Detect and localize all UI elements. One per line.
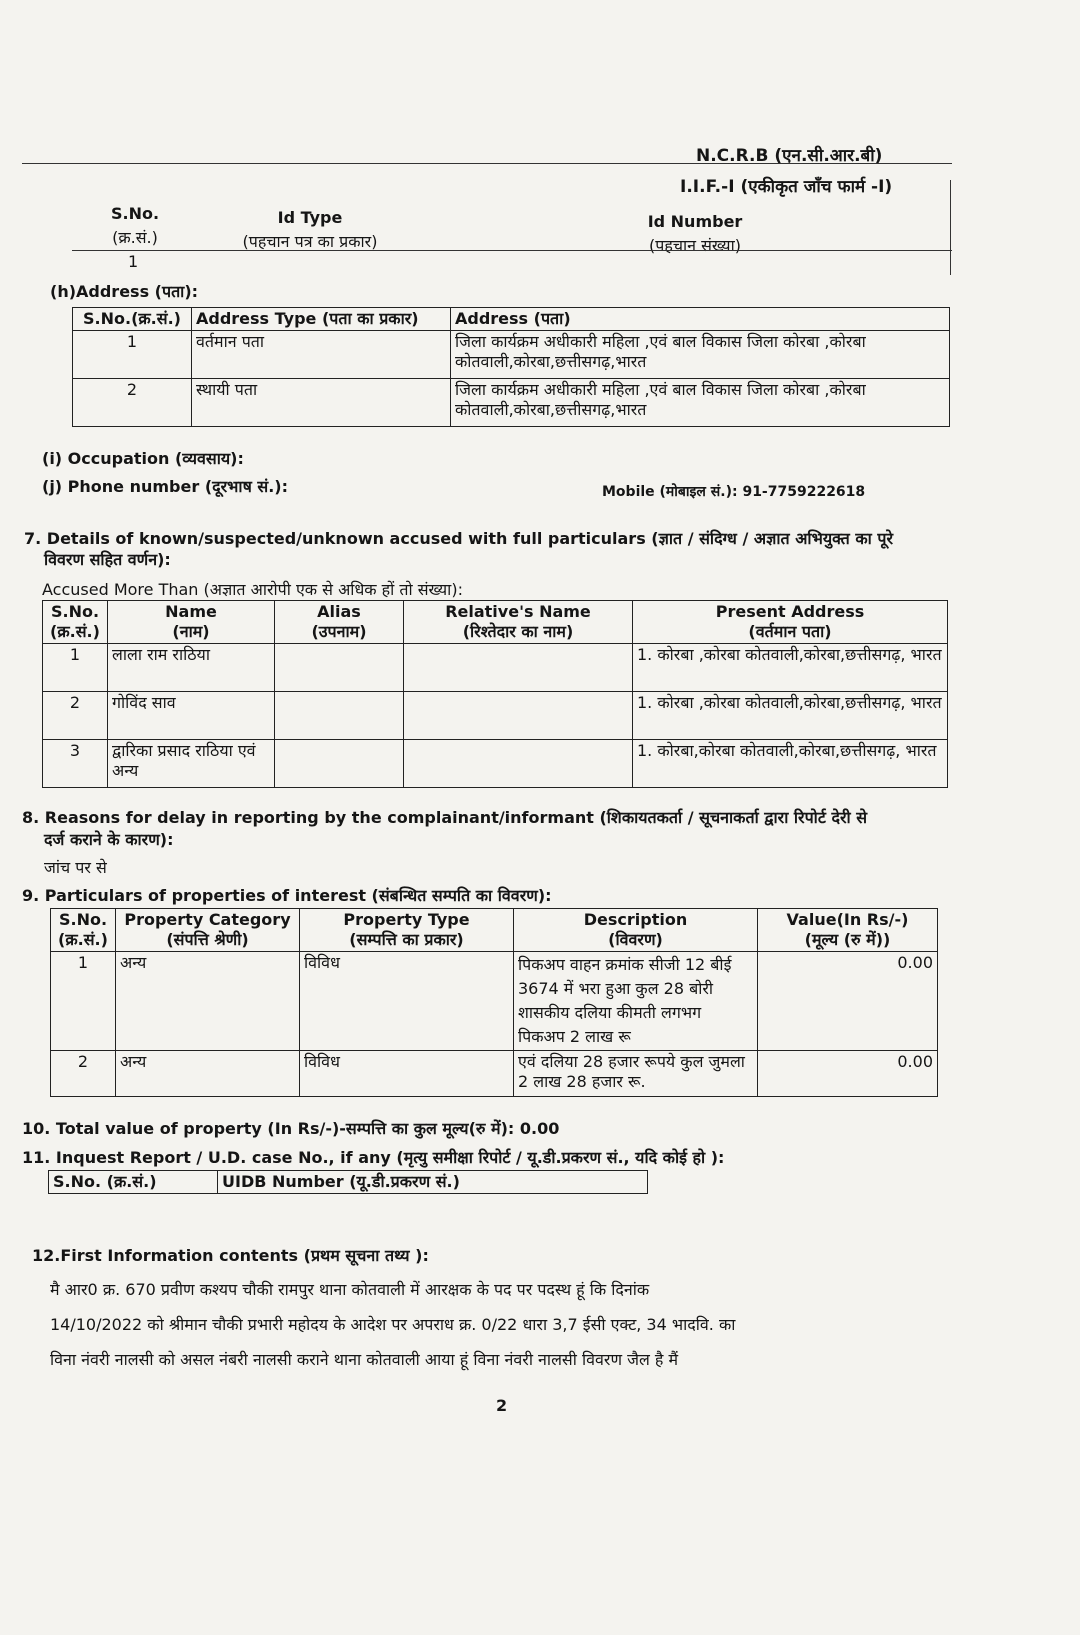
property-col-type-hi: (सम्पत्ति का प्रकार) <box>349 930 464 949</box>
property-row-value: 0.00 <box>758 952 938 1051</box>
property-col-category <box>116 909 300 952</box>
accused-row-address: 1. कोरबा,कोरबा कोतवाली,कोरबा,छत्तीसगढ़, भारत <box>633 740 948 788</box>
address-row-address: जिला कार्यक्रम अधीकारी महिला ,एवं बाल विकास जिला कोरबा ,कोरबा कोतवाली,कोरबा,छत्तीसगढ़,भारत <box>451 331 950 379</box>
accused-col-address-hi: (वर्तमान पता) <box>748 622 832 641</box>
address-col-sno: S.No.(क्र.सं.) <box>73 308 192 331</box>
id-type-header-hi: (पहचान पत्र का प्रकार) <box>242 232 378 251</box>
property-row-value: 0.00 <box>758 1051 938 1097</box>
accused-col-relative-en: Relative's Name <box>445 602 591 621</box>
property-col-category-en: Property Category <box>124 910 291 929</box>
id-row-sno: 1 <box>128 252 139 271</box>
accused-row-alias <box>275 740 404 788</box>
property-col-sno-hi: (क्र.सं.) <box>58 930 108 949</box>
id-type-header: Id Type <box>277 208 343 227</box>
property-row-sno: 2 <box>51 1051 116 1097</box>
property-col-type <box>300 909 514 952</box>
property-col-category-hi: (संपत्ति श्रेणी) <box>166 930 249 949</box>
accused-col-name-hi: (नाम) <box>172 622 210 641</box>
address-row-address: जिला कार्यक्रम अधीकारी महिला ,एवं बाल विकास जिला कोरबा ,कोरबा कोतवाली,कोरबा,छत्तीसगढ़,भारत <box>451 379 950 427</box>
property-col-type-en: Property Type <box>343 910 470 929</box>
accused-row-sno: 1 <box>43 644 108 692</box>
accused-row-relative <box>404 692 633 740</box>
accused-col-sno-en: S.No. <box>50 602 100 621</box>
table-row <box>73 379 950 427</box>
accused-col-name-en: Name <box>165 602 217 621</box>
property-col-value <box>758 909 938 952</box>
accused-col-alias-hi: (उपनाम) <box>311 622 367 641</box>
section12-title: 12.First Information contents (प्रथम सूचना तथ्य ): <box>32 1246 429 1265</box>
address-heading: (h)Address (पता): <box>50 282 199 301</box>
fir-content-line: विना नंवरी नालसी को असल नंबरी नालसी कराने थाना कोतवाली आया हूं विना नंवरी नालसी विवरण जैल है मैं <box>50 1350 679 1369</box>
property-col-sno <box>51 909 116 952</box>
accused-row-alias <box>275 692 404 740</box>
iif-title: I.I.F.-I (एकीकृत जाँच फार्म -I) <box>680 177 893 197</box>
address-table <box>72 307 950 427</box>
accused-col-alias <box>275 601 404 644</box>
accused-row-relative <box>404 644 633 692</box>
inquest-col-uidb: UIDB Number (यू.डी.प्रकरण सं.) <box>218 1171 648 1194</box>
occupation-label: (i) Occupation (व्यवसाय): <box>42 449 244 468</box>
address-row-sno: 2 <box>73 379 192 427</box>
ncrb-title: N.C.R.B (एन.सी.आर.बी) <box>696 146 883 166</box>
accused-row-address: 1. कोरबा ,कोरबा कोतवाली,कोरबा,छत्तीसगढ़, भारत <box>633 644 948 692</box>
property-col-description-en: Description <box>583 910 688 929</box>
section10-total: 10. Total value of property (In Rs/-)-सम्पत्ति का कुल मूल्य(रु में): 0.00 <box>22 1119 560 1138</box>
accused-col-sno-hi: (क्र.सं.) <box>50 622 100 641</box>
accused-row-sno: 2 <box>43 692 108 740</box>
accused-col-alias-en: Alias <box>317 602 361 621</box>
accused-row-sno: 3 <box>43 740 108 788</box>
id-table-rule <box>72 250 952 251</box>
id-sno-header: S.No. <box>110 204 160 223</box>
property-col-description-hi: (विवरण) <box>608 930 663 949</box>
inquest-table <box>48 1170 648 1194</box>
property-row-description: एवं दलिया 28 हजार रूपये कुल जुमला 2 लाख 28 हजार रू. <box>514 1051 758 1097</box>
accused-row-name: लाला राम राठिया <box>108 644 275 692</box>
address-row-type: स्थायी पता <box>192 379 451 427</box>
accused-col-address <box>633 601 948 644</box>
accused-row-name: द्वारिका प्रसाद राठिया एवं अन्य <box>108 740 275 788</box>
property-row-category: अन्य <box>116 1051 300 1097</box>
property-col-value-en: Value(In Rs/-) <box>786 910 909 929</box>
table-row <box>51 952 938 1051</box>
id-number-header: Id Number <box>647 212 743 231</box>
accused-more-label: Accused More Than (अज्ञात आरोपी एक से अधिक हों तो संख्या): <box>42 580 463 599</box>
accused-col-relative-hi: (रिश्तेदार का नाम) <box>462 622 574 641</box>
table-row <box>43 740 948 788</box>
property-col-value-hi: (मूल्य (रु में)) <box>804 930 891 949</box>
section8-title: 8. Reasons for delay in reporting by the complainant/informant (शिकायतकर्ता / सूचनाकर्ता द्वारा रिपोर्ट देरी से <box>22 808 868 827</box>
address-col-address: Address (पता) <box>451 308 950 331</box>
accused-col-name <box>108 601 275 644</box>
section8-answer: जांच पर से <box>44 858 107 877</box>
fir-content-line: मै आर0 क्र. 670 प्रवीण कश्यप चौकी रामपुर थाना कोतवाली में आरक्षक के पद पर पदस्थ हूं कि दिनांक <box>50 1280 650 1299</box>
table-row <box>51 1051 938 1097</box>
id-sno-header-hi: (क्र.सं.) <box>112 228 158 247</box>
property-row-sno: 1 <box>51 952 116 1051</box>
property-row-description: पिकअप वाहन क्रमांक सीजी 12 बीई 3674 में भरा हुआ कुल 28 बोरी शासकीय दलिया कीमती लगभग पिकअप 2 लाख रू <box>514 952 758 1051</box>
inquest-col-sno: S.No. (क्र.सं.) <box>49 1171 218 1194</box>
page-number: 2 <box>496 1396 508 1415</box>
table-row <box>73 331 950 379</box>
fir-content-line: 14/10/2022 को श्रीमान चौकी प्रभारी महोदय के आदेश पर अपराध क्र. 0/22 धारा 3,7 ईसी एक्ट, 34 भादवि. का <box>50 1315 736 1334</box>
address-row-sno: 1 <box>73 331 192 379</box>
accused-row-name: गोविंद साव <box>108 692 275 740</box>
section7-title: 7. Details of known/suspected/unknown accused with full particulars (ज्ञात / संदिग्ध / अज्ञात अभियुक्त का पूरे <box>24 529 893 548</box>
accused-col-relative <box>404 601 633 644</box>
id-number-header-hi: (पहचान संख्या) <box>649 236 741 255</box>
table-row <box>43 644 948 692</box>
accused-col-address-en: Present Address <box>715 602 865 621</box>
property-row-type: विविध <box>300 1051 514 1097</box>
address-row-type: वर्तमान पता <box>192 331 451 379</box>
mobile-number: Mobile (मोबाइल सं.): 91-7759222618 <box>602 484 866 500</box>
section11-title: 11. Inquest Report / U.D. case No., if any (मृत्यु समीक्षा रिपोर्ट / यू.डी.प्रकरण सं., यदि कोई हो ): <box>22 1148 725 1167</box>
phone-label: (j) Phone number (दूरभाष सं.): <box>42 477 288 496</box>
accused-table <box>42 600 948 788</box>
property-row-type: विविध <box>300 952 514 1051</box>
accused-col-sno <box>43 601 108 644</box>
accused-row-relative <box>404 740 633 788</box>
section9-title: 9. Particulars of properties of interest (संबन्धित सम्पति का विवरण): <box>22 886 552 905</box>
section7-title-2: विवरण सहित वर्णन): <box>44 550 171 569</box>
id-table-edge <box>950 180 951 275</box>
property-row-category: अन्य <box>116 952 300 1051</box>
address-col-type: Address Type (पता का प्रकार) <box>192 308 451 331</box>
accused-row-alias <box>275 644 404 692</box>
accused-row-address: 1. कोरबा ,कोरबा कोतवाली,कोरबा,छत्तीसगढ़, भारत <box>633 692 948 740</box>
section8-title-2: दर्ज कराने के कारण): <box>44 830 174 849</box>
property-col-description <box>514 909 758 952</box>
table-row <box>43 692 948 740</box>
property-table <box>50 908 938 1097</box>
property-col-sno-en: S.No. <box>58 910 108 929</box>
